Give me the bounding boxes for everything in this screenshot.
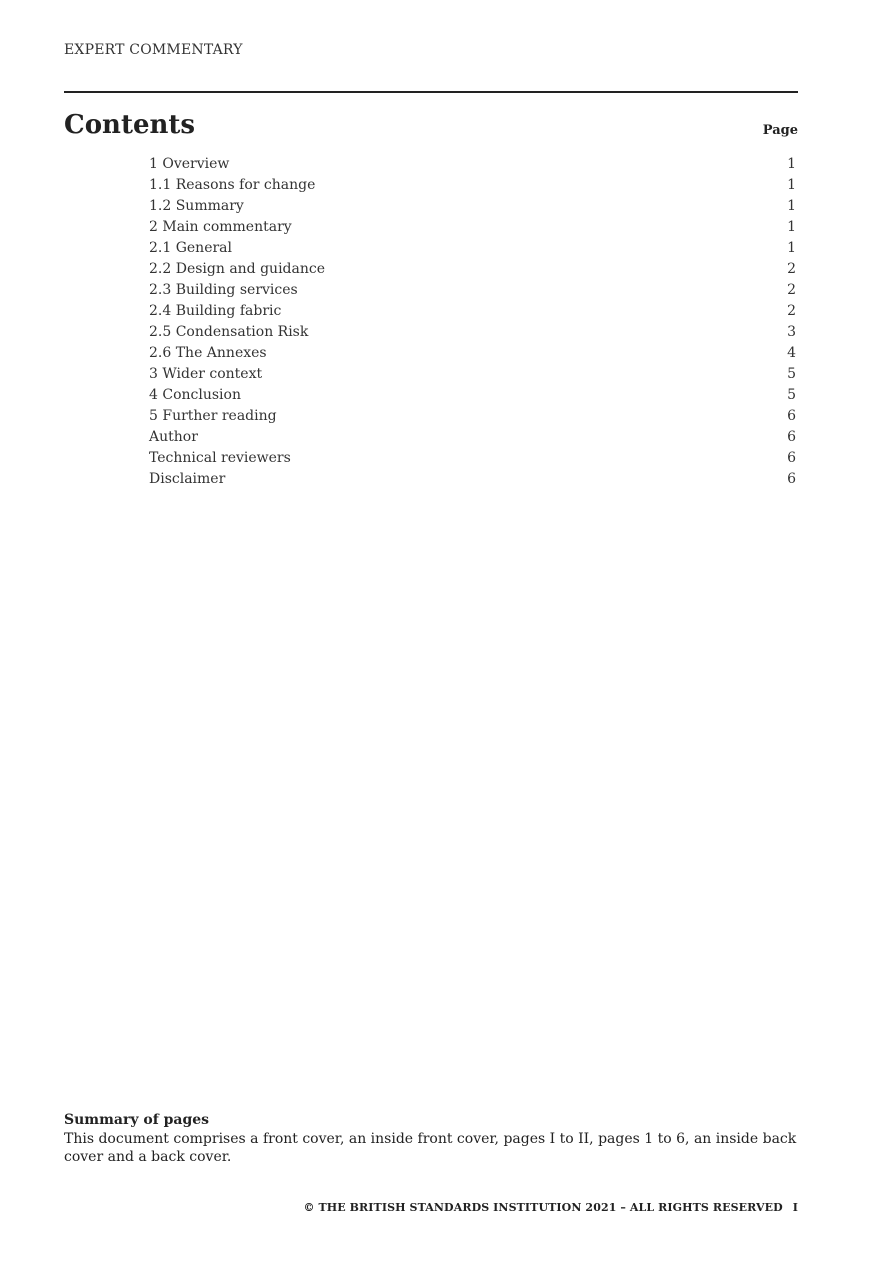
toc-entry-page: 6 bbox=[787, 408, 796, 424]
copyright-notice: © THE BRITISH STANDARDS INSTITUTION 2021 – ALL RIGHTS RESERVED bbox=[303, 1201, 783, 1214]
toc-entry[interactable] bbox=[149, 280, 796, 301]
toc-entry-label: 2.3 Building services bbox=[149, 282, 298, 298]
toc-entry-page: 6 bbox=[787, 450, 796, 466]
toc-entry-label: 1.1 Reasons for change bbox=[149, 177, 316, 193]
summary-title: Summary of pages bbox=[64, 1112, 210, 1128]
toc-entry-label: 2.5 Condensation Risk bbox=[149, 324, 309, 340]
table-of-contents bbox=[149, 154, 796, 490]
toc-entry-page: 1 bbox=[787, 240, 796, 256]
toc-entry-page: 2 bbox=[787, 303, 796, 319]
toc-entry[interactable] bbox=[149, 196, 796, 217]
toc-entry-label: 2 Main commentary bbox=[149, 219, 292, 235]
page-number: I bbox=[792, 1201, 798, 1214]
toc-entry-label: Technical reviewers bbox=[149, 450, 291, 466]
toc-entry[interactable] bbox=[149, 385, 796, 406]
toc-entry-label: 2.1 General bbox=[149, 240, 233, 256]
toc-entry-page: 1 bbox=[787, 219, 796, 235]
toc-entry-page: 1 bbox=[787, 156, 796, 172]
toc-entry-page: 1 bbox=[787, 198, 796, 214]
summary-text: This document comprises a front cover, an inside front cover, pages I to II, pages 1 to 6, an inside back cover and a back cover. bbox=[64, 1131, 797, 1165]
toc-entry[interactable] bbox=[149, 406, 796, 427]
toc-entry[interactable] bbox=[149, 448, 796, 469]
toc-entry-label: 1.2 Summary bbox=[149, 198, 244, 214]
toc-entry[interactable] bbox=[149, 175, 796, 196]
toc-entry-page: 6 bbox=[787, 471, 796, 487]
contents-title: Contents bbox=[64, 110, 196, 140]
toc-entry[interactable] bbox=[149, 217, 796, 238]
summary-of-pages bbox=[64, 1110, 798, 1166]
toc-entry-label: 2.6 The Annexes bbox=[149, 345, 267, 361]
toc-entry-label: 3 Wider context bbox=[149, 366, 263, 382]
toc-entry[interactable] bbox=[149, 364, 796, 385]
header-rule bbox=[64, 91, 798, 93]
toc-entry-page: 5 bbox=[787, 366, 796, 382]
toc-entry-page: 3 bbox=[787, 324, 796, 340]
toc-entry[interactable] bbox=[149, 238, 796, 259]
toc-entry-page: 6 bbox=[787, 429, 796, 445]
toc-entry-page: 2 bbox=[787, 282, 796, 298]
toc-entry[interactable] bbox=[149, 343, 796, 364]
footer bbox=[303, 1201, 798, 1214]
toc-entry[interactable] bbox=[149, 427, 796, 448]
toc-entry-label: 2.4 Building fabric bbox=[149, 303, 282, 319]
toc-entry-label: 2.2 Design and guidance bbox=[149, 261, 325, 277]
toc-entry-label: 1 Overview bbox=[149, 156, 230, 172]
toc-entry-label: 4 Conclusion bbox=[149, 387, 241, 403]
toc-entry-label: 5 Further reading bbox=[149, 408, 277, 424]
toc-entry[interactable] bbox=[149, 259, 796, 280]
toc-entry-label: Disclaimer bbox=[149, 471, 226, 487]
toc-entry[interactable] bbox=[149, 322, 796, 343]
toc-entry-page: 1 bbox=[787, 177, 796, 193]
toc-entry-page: 4 bbox=[787, 345, 796, 361]
toc-entry[interactable] bbox=[149, 469, 796, 490]
page-column-label: Page bbox=[762, 123, 798, 138]
toc-entry[interactable] bbox=[149, 154, 796, 175]
running-head: EXPERT COMMENTARY bbox=[64, 42, 243, 58]
toc-entry-page: 5 bbox=[787, 387, 796, 403]
toc-entry[interactable] bbox=[149, 301, 796, 322]
toc-entry-label: Author bbox=[149, 429, 198, 445]
toc-entry-page: 2 bbox=[787, 261, 796, 277]
